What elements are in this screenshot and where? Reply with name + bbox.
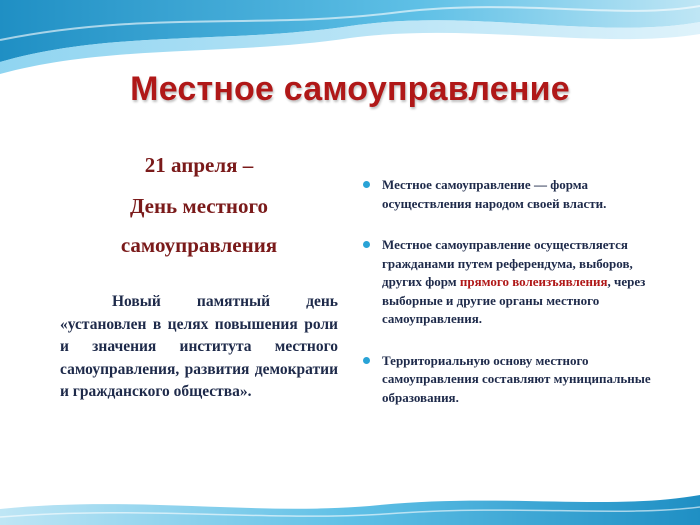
slide-title: Местное самоуправление [130, 70, 570, 108]
bullet-item [362, 236, 662, 329]
day-heading-line-2: самоуправления [120, 233, 278, 257]
bullet-text-start: Местное самоуправление осуществляется гражданами путем референдума, выборов, других форм [382, 237, 633, 289]
bottom-wave-decoration [0, 465, 700, 525]
left-column [60, 150, 338, 404]
bullet-text: Территориальную основу местного самоуправления составляют муниципальные образования. [382, 352, 651, 405]
right-column [362, 176, 662, 407]
day-heading-line-1: День местного [129, 194, 269, 218]
left-paragraph: Новый памятный день «установлен в целях повышения роли и значения института местного самоуправления, развития демократии и гражданского общества». [60, 293, 338, 400]
bullet-dot-icon [363, 357, 370, 364]
bullet-text: Местное самоуправление — форма осуществления народом своей власти. [382, 177, 607, 211]
bullet-dot-icon [363, 241, 370, 248]
bullet-text-end: , через выборные и другие органы местного самоуправления. [382, 274, 646, 326]
date-heading: 21 апреля – [144, 153, 254, 177]
bullet-dot-icon [363, 181, 370, 188]
bullet-item [362, 352, 662, 408]
bullet-highlight: прямого волеизъявления [459, 274, 608, 289]
top-wave-decoration [0, 0, 700, 80]
bullet-item [362, 176, 662, 213]
